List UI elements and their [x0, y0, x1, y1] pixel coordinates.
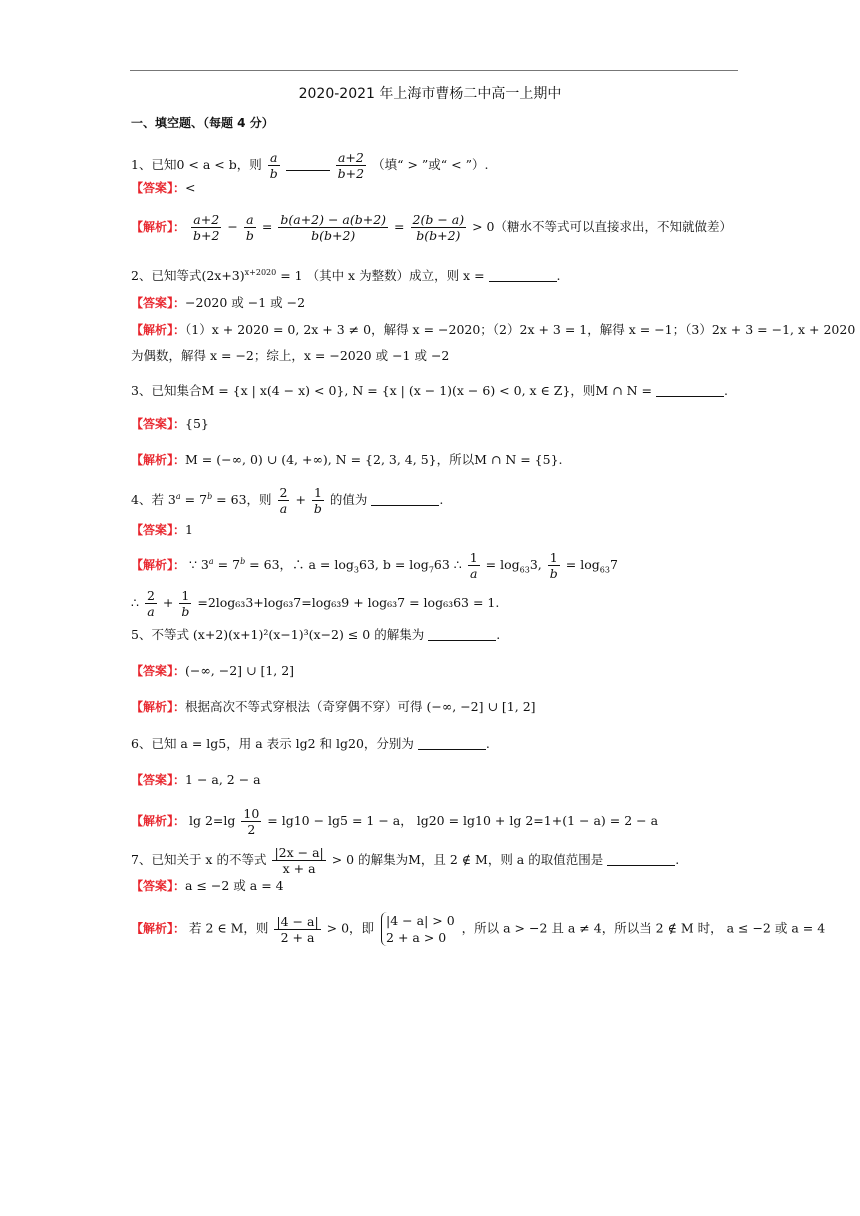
analysis-label: 【解析】： — [131, 323, 186, 337]
answer-label: 【答案】： — [131, 181, 186, 195]
question-3: 3、已知集合M = {x | x(4 − x) < 0}, N = {x | (x − 1)(x − 6) < 0, x ∈ Z}，则M ∩ N = . — [131, 383, 728, 398]
answer-1: 【答案】：< — [131, 180, 196, 195]
page-title: 2020-2021 年上海市曹杨二中高一上期中 — [298, 86, 562, 102]
header-rule — [130, 70, 738, 71]
fraction: $\frac{1}{b}$ — [181, 588, 190, 619]
analysis-4: 【解析】： ∵ $3^a = 7^b = 63$，∴ $a = \log_363$, $b = \log_763$ ∴ $\frac{1}{a}$ = $\log_{63}3$, $\frac{1}{b}$ = $\log_{63}7$ — [131, 550, 618, 581]
question-7: 7、已知关于 x 的不等式 $\frac{|2x - a|}{x + a}$ > 0 的解集为M，且 2 ∉ M，则 a 的取值范围是 . — [131, 845, 680, 876]
answer-3: 【答案】：{5} — [131, 416, 209, 431]
analysis-1: 【解析】： $\frac{a+2}{b+2}$ − $\frac{a}{b}$ = $\frac{b(a+2) - a(b+2)}{b(b+2)}$ = $\frac{2(b - a)}{b(b+2)}$ > 0（糖水不等式可以直接求出，不知就做差） — [131, 212, 732, 243]
analysis-label: 【解析】： — [131, 814, 186, 828]
question-1: 1、已知0 < a < b，则 $\frac{a}{b}$ $\frac{a+2}{b+2}$ （填“ > ”或“ < ”）. — [131, 150, 489, 181]
answer-label: 【答案】： — [131, 879, 186, 893]
fraction: $\frac{1}{b}$ — [313, 485, 322, 516]
analysis-7: 【解析】： 若 2 ∈ M，则 $\frac{|4 - a|}{2 + a}$ > 0，即 |4 − a| > 0 2 + a > 0 ，所以 a > −2 且 a ≠ 4，所以当 2 ∉ M 时， a ≤ −2 或 a = 4 — [131, 913, 826, 945]
question-2: 2、已知等式$(2x+3)^{x+2020} = 1$ （其中 x 为整数）成立，则 x = . — [131, 268, 561, 284]
answer-blank — [418, 749, 486, 750]
analysis-label: 【解析】： — [131, 220, 186, 234]
question-4: 4、若 $3^a = 7^b = 63$，则 $\frac{2}{a}$ + $\frac{1}{b}$ 的值为 . — [131, 485, 444, 516]
analysis-label: 【解析】： — [131, 700, 186, 714]
question-5: 5、不等式 (x+2)(x+1)²(x−1)³(x−2) ≤ 0 的解集为 . — [131, 627, 501, 642]
answer-blank — [656, 396, 724, 397]
answer-7: 【答案】：a ≤ −2 或 a = 4 — [131, 878, 284, 893]
fraction: $\frac{1}{a}$ — [469, 550, 478, 581]
header-watermark — [230, 52, 630, 64]
answer-5: 【答案】：(−∞, −2] ∪ [1, 2] — [131, 663, 295, 678]
answer-label: 【答案】： — [131, 296, 186, 310]
analysis-label: 【解析】： — [131, 453, 186, 467]
answer-blank — [428, 640, 496, 641]
fraction: $\frac{|4 - a|}{2 + a}$ — [276, 913, 319, 945]
analysis-label: 【解析】： — [131, 558, 186, 572]
fraction: $\frac{a+2}{b+2}$ — [337, 150, 365, 181]
answer-blank — [371, 505, 439, 506]
answer-label: 【答案】： — [131, 523, 186, 537]
analysis-6: 【解析】： lg 2=lg $\frac{10}{2}$ = lg10 − lg5 = 1 − a， lg20 = lg10 + lg 2=1+(1 − a) = 2 − a — [131, 806, 659, 837]
analysis-label: 【解析】： — [131, 921, 186, 936]
fraction: $\frac{2(b - a)}{b(b+2)}$ — [412, 212, 465, 243]
answer-4: 【答案】：1 — [131, 522, 193, 537]
fraction: $\frac{10}{2}$ — [243, 806, 260, 837]
answer-blank — [489, 281, 557, 282]
fraction: $\frac{a+2}{b+2}$ — [193, 212, 220, 243]
question-6: 6、已知 a = lg5，用 a 表示 lg2 和 lg20，分别为 . — [131, 736, 490, 751]
analysis-5: 【解析】：根据高次不等式穿根法（奇穿偶不穿）可得 (−∞, −2] ∪ [1, 2] — [131, 699, 536, 714]
answer-label: 【答案】： — [131, 417, 186, 431]
fraction: $\frac{2}{a}$ — [146, 588, 155, 619]
fraction: $\frac{|2x - a|}{x + a}$ — [274, 845, 324, 876]
answer-blank — [607, 865, 675, 866]
answer-2: 【答案】：−2020 或 −1 或 −2 — [131, 295, 306, 310]
analysis-4-cont: ∴ $\frac{2}{a}$ + $\frac{1}{b}$ =2log₆₃3+log₆₃7=log₆₃9 + log₆₃7 = log₆₃63 = 1. — [131, 588, 500, 619]
analysis-2-cont: 为偶数，解得 x = −2；综上，x = −2020 或 −1 或 −2 — [131, 348, 450, 363]
fraction: $\frac{2}{a}$ — [279, 485, 288, 516]
section-heading: 一、填空题、（每题 4 分） — [131, 116, 274, 130]
answer-label: 【答案】： — [131, 773, 186, 787]
fraction: $\frac{a}{b}$ — [245, 212, 254, 243]
equation-system: |4 − a| > 0 2 + a > 0 — [381, 912, 455, 946]
answer-6: 【答案】：1 − a, 2 − a — [131, 772, 261, 787]
fraction: $\frac{1}{b}$ — [549, 550, 558, 581]
answer-blank — [286, 170, 330, 171]
fraction: $\frac{a}{b}$ — [269, 150, 278, 181]
fraction: $\frac{b(a+2) - a(b+2)}{b(b+2)}$ — [280, 212, 387, 243]
analysis-2: 【解析】：（1）x + 2020 = 0, 2x + 3 ≠ 0，解得 x = −2020；（2）2x + 3 = 1，解得 x = −1；（3）2x + 3 = −1, x + 2020 — [131, 322, 856, 337]
analysis-3: 【解析】：M = (−∞, 0) ∪ (4, +∞), N = {2, 3, 4, 5}，所以M ∩ N = {5}. — [131, 452, 563, 467]
answer-label: 【答案】： — [131, 664, 186, 678]
